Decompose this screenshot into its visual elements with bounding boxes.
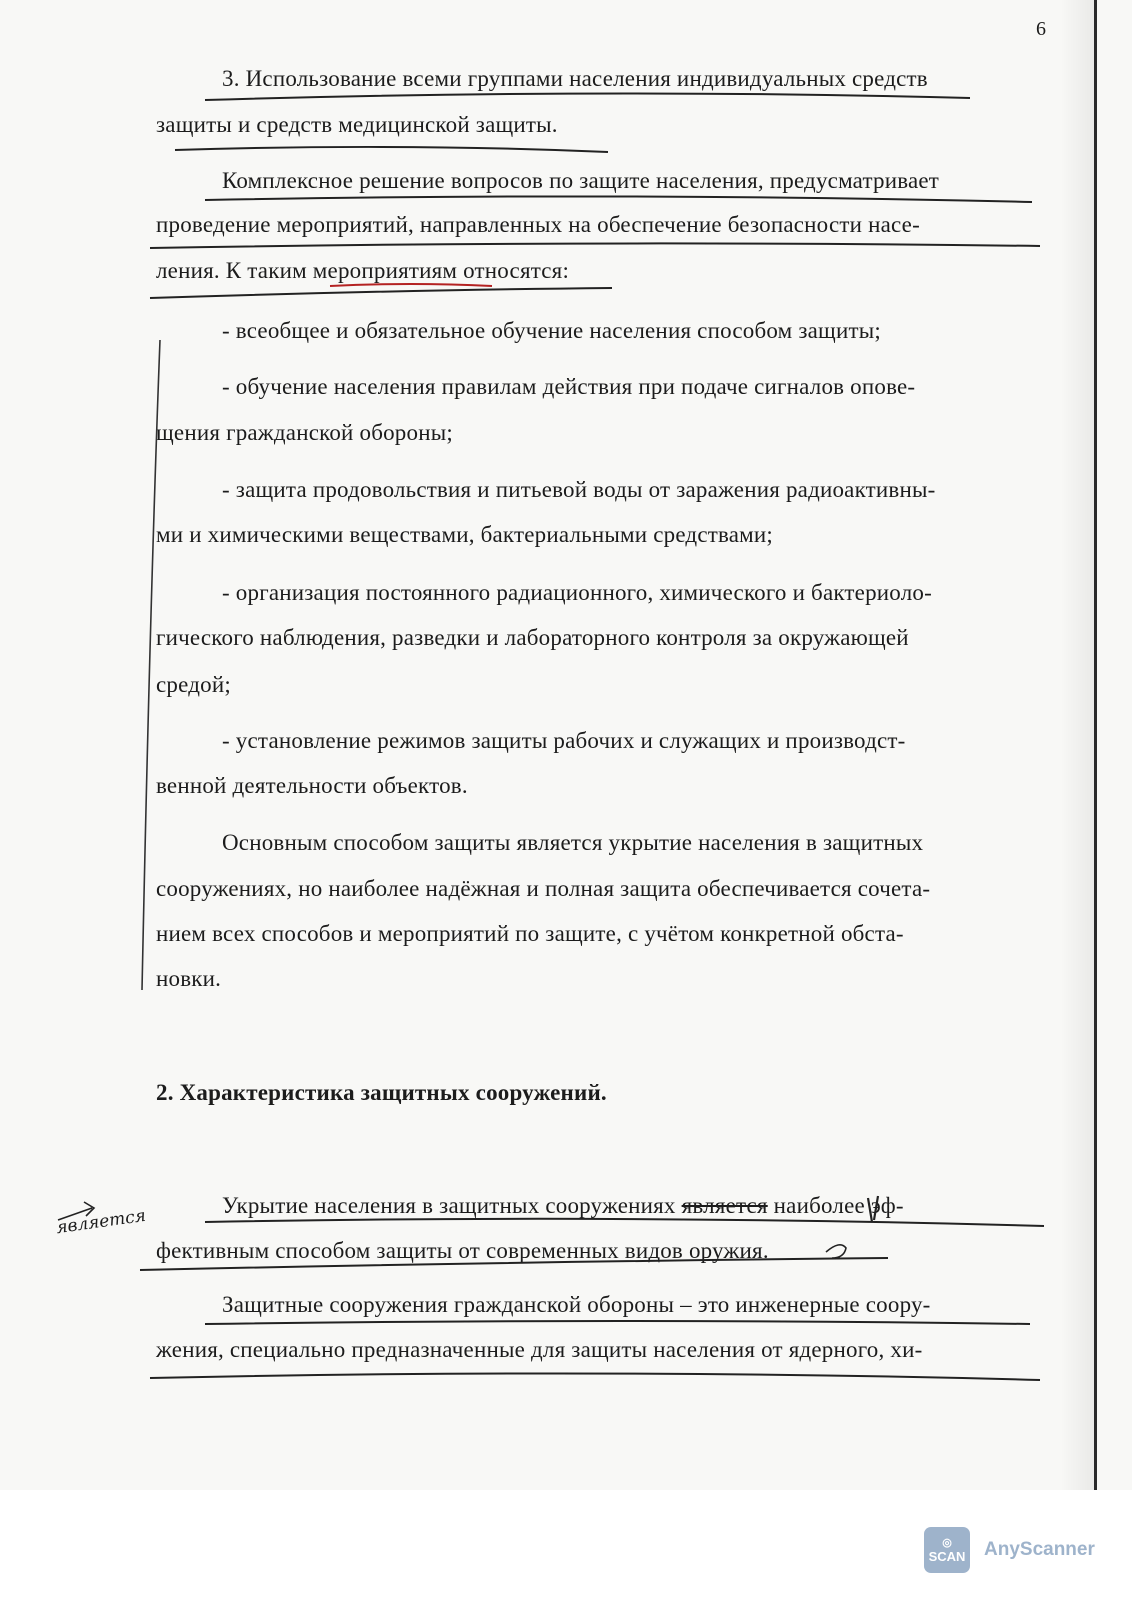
text-line: Укрытие населения в защитных сооружениях является наиболее эф- (222, 1193, 904, 1218)
insertion-arrow (58, 1202, 94, 1220)
correction-mark (868, 1196, 878, 1222)
underline-mark (150, 243, 1040, 248)
text-line: защиты и средств медицинской защиты. (156, 112, 558, 137)
underline-mark (205, 1321, 1030, 1324)
list-item: - защита продовольствия и питьевой воды от заражения радиоактивны- (222, 477, 936, 502)
list-item: - обучение населения правилам действия при подаче сигналов опове- (222, 374, 916, 399)
text-line: Защитные сооружения гражданской обороны – это инженерные соору- (222, 1292, 931, 1317)
text-line: щения гражданской обороны; (156, 420, 453, 445)
text-line: гического наблюдения, разведки и лабораторного контроля за окружающей (156, 625, 909, 650)
text-line: Комплексное решение вопросов по защите населения, предусматривает (222, 168, 940, 193)
underline-mark (175, 147, 608, 152)
text-line: новки. (156, 966, 222, 991)
text-line: фективным способом защиты от современных видов оружия. (156, 1238, 769, 1263)
text-line: ми и химическими веществами, бактериальными средствами; (156, 522, 774, 547)
text-line: венной деятельности объектов. (156, 773, 468, 798)
correction-mark (826, 1245, 846, 1258)
list-item: - всеобщее и обязательное обучение населения способом защиты; (222, 318, 881, 343)
underline-mark (140, 1258, 888, 1270)
underline-mark (205, 1219, 1044, 1226)
underline-mark (205, 196, 1032, 202)
list-item: - установление режимов защиты рабочих и служащих и производст- (222, 728, 906, 753)
underline-mark (150, 1373, 1040, 1380)
watermark (924, 1527, 1095, 1573)
text-line: жения, специально предназначенные для защиты населения от ядерного, хи- (156, 1337, 923, 1362)
text-line: ления. К таким мероприятиям относятся: (156, 258, 570, 283)
handwritten-margin-note: является (55, 1205, 148, 1239)
section-heading: 2. Характеристика защитных сооружений. (156, 1080, 607, 1105)
text-line: сооружениях, но наиболее надёжная и полная защита обеспечивается сочета- (156, 876, 931, 901)
page-number: 6 (1036, 18, 1046, 40)
margin-bracket (142, 340, 160, 990)
text-line: Основным способом защиты является укрытие населения в защитных (222, 830, 924, 855)
text-line: 3. Использование всеми группами населения индивидуальных средств (222, 66, 928, 91)
scanner-logo-icon: ◎ SCAN (924, 1527, 970, 1573)
underline-mark (205, 93, 970, 100)
struck-word: является (681, 1193, 768, 1218)
watermark-brand: AnyScanner (984, 1539, 1095, 1560)
text-line: нием всех способов и мероприятий по защите, с учётом конкретной обста- (156, 921, 904, 946)
text-line: средой; (156, 672, 231, 697)
list-item: - организация постоянного радиационного, химического и бактериоло- (222, 580, 932, 605)
text-line: проведение мероприятий, направленных на обеспечение безопасности насе- (156, 212, 920, 237)
underline-mark (150, 288, 612, 298)
underline-mark-red (330, 284, 492, 286)
